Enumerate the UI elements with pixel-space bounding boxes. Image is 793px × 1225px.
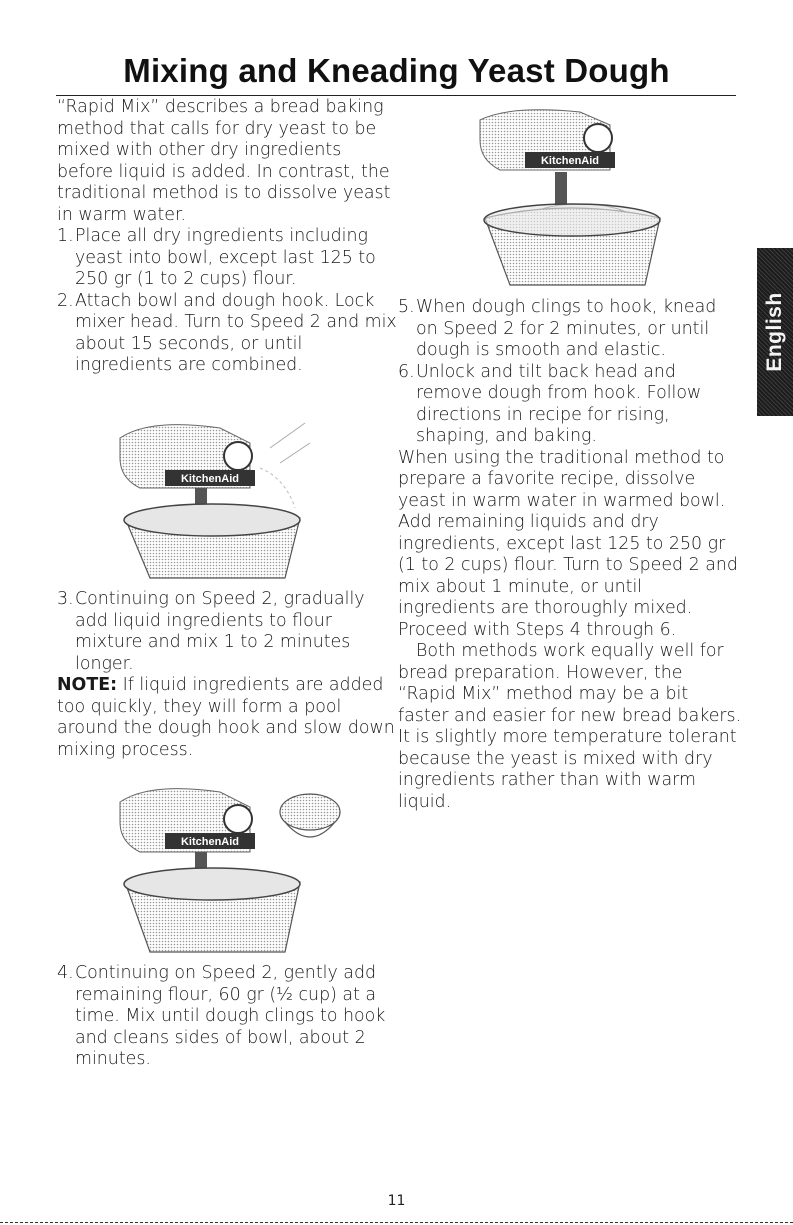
left-column-middle — [57, 589, 402, 761]
step-text: Attach bowl and dough hook. Lock mixer head. Turn to Speed 2 and mix about 15 seconds, or until ingredients are combined. — [75, 290, 397, 375]
language-tab — [757, 248, 793, 416]
brand-logo: KitchenAid — [180, 836, 240, 848]
step-number: 1. — [57, 226, 74, 246]
conclusion-paragraph: Both methods work equally well for bread preparation. However, the “Rapid Mix” method may be a bit faster and easier for new bread bakers. It is slightly more temperature tolerant because the yeast is mixed with dry ingredients rather than with warm liquid. — [398, 641, 742, 812]
note-label: NOTE: — [57, 675, 118, 695]
mixer-illustration-step-3 — [110, 757, 350, 957]
measuring-cup-icon — [280, 794, 340, 837]
traditional-method-paragraph: When using the traditional method to prepare a favorite recipe, dissolve yeast in warm water in warmed bowl. Add remaining liquids and dry ingredients, except last 125 to 250 gr (1 to 2 cups) flour. Turn to Speed 2 and mix about 1 minute, or until ingredients are thoroughly mixed. Proceed with Steps 4 through 6. — [398, 447, 738, 640]
step-text: Continuing on Speed 2, gently add remaining flour, 60 gr (½ cup) at a time. Mix until dough clings to hook and cleans sides of bowl, about 2 minutes. — [75, 963, 386, 1069]
step-number: 5. — [398, 297, 415, 317]
step-text: Continuing on Speed 2, gradually add liquid ingredients to flour mixture and mix 1 to 2 minutes longer. — [75, 589, 365, 674]
intro-paragraph: “Rapid Mix” describes a bread baking method that calls for dry yeast to be mixed with other dry ingredients before liquid is added. In contrast, the traditional method is to dissolve yeast in warm water. — [57, 97, 391, 225]
step-6 — [398, 362, 743, 448]
language-tab-label: English — [763, 292, 786, 372]
note-text: If liquid ingredients are added too quickly, they will form a pool around the dough hook and slow down mixing process. — [57, 675, 395, 760]
step-3 — [57, 589, 402, 675]
step-2 — [57, 291, 402, 377]
step-4 — [57, 963, 402, 1071]
note-paragraph — [57, 675, 402, 761]
step-5 — [398, 297, 743, 362]
brand-logo: KitchenAid — [180, 473, 240, 485]
step-text: Place all dry ingredients including yeast into bowl, except last 125 to 250 gr (1 to 2 cups) flour. — [75, 226, 376, 289]
step-number: 3. — [57, 589, 74, 609]
bottom-border — [0, 1222, 793, 1223]
brand-logo: KitchenAid — [540, 155, 600, 167]
step-number: 6. — [398, 361, 415, 382]
step-text: When dough clings to hook, knead on Speed 2 for 2 minutes, or until dough is smooth and elastic. — [416, 297, 717, 360]
title-divider — [56, 95, 736, 96]
mixer-illustration-step-4 — [470, 100, 700, 290]
right-column — [398, 297, 743, 813]
step-text: Unlock and tilt back head and remove dough from hook. Follow directions in recipe for rising, shaping, and baking. — [416, 361, 702, 446]
left-column-bottom — [57, 963, 402, 1071]
page-number: 11 — [387, 1193, 406, 1209]
mixer-illustration-step-2 — [110, 408, 350, 583]
left-column — [57, 97, 402, 377]
page-title: Mixing and Kneading Yeast Dough — [123, 52, 670, 89]
step-number: 4. — [57, 963, 74, 983]
step-number: 2. — [57, 290, 74, 311]
step-1 — [57, 226, 402, 291]
